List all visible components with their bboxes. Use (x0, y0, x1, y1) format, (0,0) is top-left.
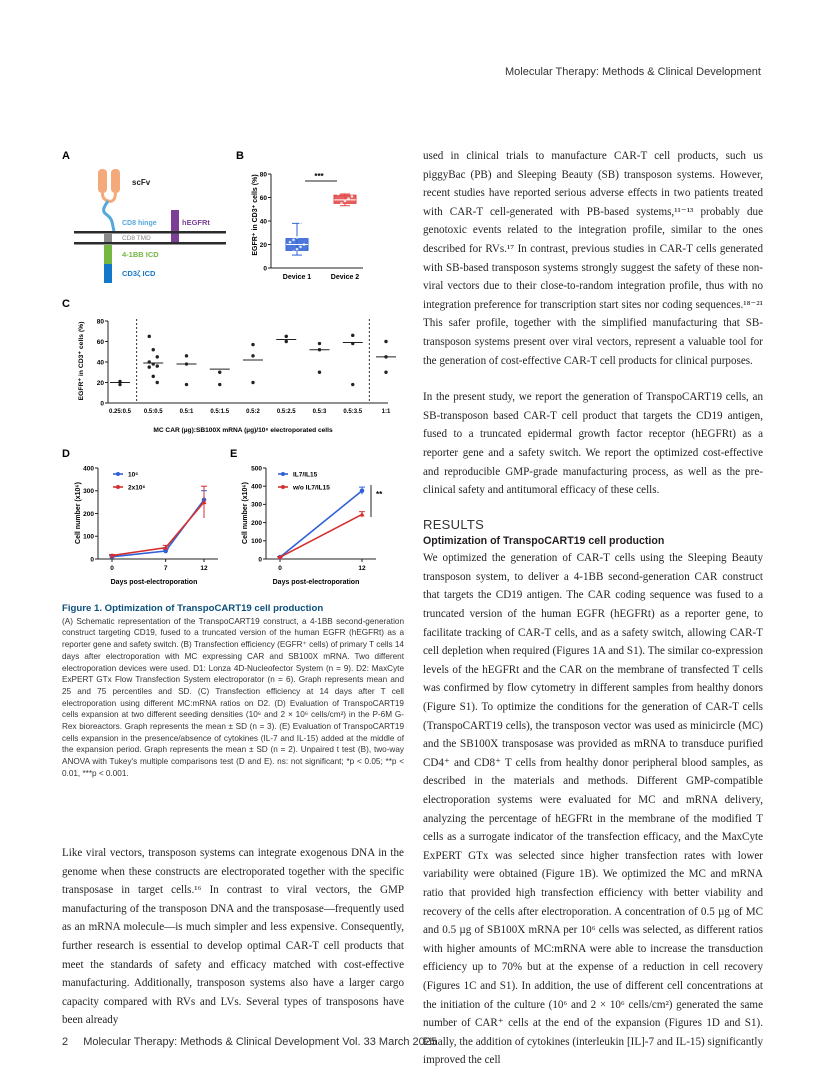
panel-b-y-tick-label-1: 20 (259, 241, 267, 249)
panel-letter-b: B (236, 150, 244, 162)
panel-c-point-1-2 (156, 355, 159, 358)
panel-b-point-1-4 (351, 195, 354, 198)
panel-c-point-1-3 (148, 360, 151, 363)
panel-e-series-line-1 (280, 514, 362, 557)
figure-1 (58, 145, 408, 600)
panel-e-y-tick-label-1: 100 (251, 538, 262, 546)
cd8-tmd-label: CD8 TMD (122, 235, 151, 242)
panel-d-series-line-1 (112, 502, 204, 555)
panel-e-legend-label-1: w/o IL7/IL15 (293, 484, 330, 492)
panel-b-y-tick-label-4: 80 (259, 171, 267, 179)
scfv-label: scFv (132, 178, 151, 187)
panel-d-y-tick-label-4: 400 (83, 465, 94, 473)
panel-d-y-tick-label-1: 100 (83, 533, 94, 541)
panel-c-x-tick-label-7: 0.5:3.5 (343, 409, 363, 415)
panel-c-y-tick-label-3: 60 (96, 338, 104, 346)
panel-b-significance: *** (314, 172, 324, 181)
scfv-domain-2 (111, 169, 120, 193)
panel-e-point-1-1 (359, 512, 364, 517)
cd3z-domain (104, 264, 112, 283)
right-column (423, 147, 763, 1070)
panel-e-y-tick-label-2: 200 (251, 519, 262, 527)
panel-d-y-tick-label-3: 300 (83, 488, 94, 496)
panel-d-x-tick-label-2: 12 (200, 565, 208, 572)
panel-e-significance: ** (376, 490, 383, 499)
caption-title: Figure 1. Optimization of TranspoCART19 cell production (62, 603, 324, 614)
panel-c-point-1-5 (156, 364, 159, 367)
panel-b-point-0-8 (299, 222, 302, 225)
panel-c-point-2-1 (185, 362, 188, 365)
4-1bb-domain (104, 245, 112, 264)
panel-a-construct (74, 169, 226, 283)
panel-c-x-tick-label-5: 0.5:2.5 (276, 409, 296, 415)
right-paragraph-3: We optimized the generation of CAR-T cells using the Sleeping Beauty transposon system, to deliver a 4-1BB second-generation CAR construct that targets the CD19 antigen. The CAR coding sequence was fused to a truncated version of the human EGFR (hEGFRt) as a reporter gene, to facilitate tracking of CAR-T cells, and as a safety switch, allowing CAR-T cell depletion when required (Figures 1A and S1). The similar co-expression levels of the hEGFRt and the CAR on the membrane of transfected T cells was confirmed by flow cytometry in different samples from healthy donors (Figure S1). To optimize the conditions for the generation of CAR-T cells (TranspoCART19 cells), the transposon vector was used as minicircle (MC) and the SB100X transposase was provided as mRNA to transduce purified CD4⁺ and CD8⁺ T cells from healthy donor peripheral blood samples, as described in the materials and methods. Different GMP-compatible electroporation systems were evaluated for MC and mRNA delivery, analyzing the percentage of hEGFRt in the membrane of the modified T cells as a surrogate indicator of the transfection efficacy, and the MaxCyte ExPERT GTx was selected since higher transfection rates with lower variability were obtained (Figure 1B). We optimized the MC and mRNA ratio that provided high transfection efficiency with better viability and recovery of the cells after electroporation. A concentration of 0.5 µg of MC and 0.5 µg of SB100X mRNA per 10⁶ cells was selected, as different ratios with higher amounts of MC:mRNA were able to increase the transduction efficiency up to 70% but at the expense of a reduction in cell recovery (Figures 1C and S1). In addition, the use of different cell concentrations at the initiation of the culture (10⁶ and 2 × 10⁶ cells/cm²) generated the same number of CAR⁺ cells at the end of the expansion (Figures 1D and S1). Finally, the addition of cytokines (interleukin [IL]-7 and IL-15) significantly improved the cell (423, 552, 763, 1067)
panel-letter-a: A (62, 150, 70, 162)
panel-c-point-7-0 (351, 334, 354, 337)
panel-c-point-7-1 (351, 342, 354, 345)
cell-membrane-top (74, 231, 226, 234)
panel-c-point-1-6 (148, 365, 151, 368)
panel-c-point-1-0 (148, 335, 151, 338)
panel-b-point-1-3 (347, 197, 350, 200)
panel-c-ylabel: EGFR⁺ in CD3⁺ cells (%) (78, 321, 85, 401)
panel-d-x-tick-label-1: 7 (163, 565, 168, 572)
panel-e-y-tick-label-3: 300 (251, 501, 262, 509)
4-1bb-label: 4-1BB ICD (122, 250, 159, 259)
left-paragraph-1: Like viral vectors, transposon systems can integrate exogenous DNA in the genome when these constructs are electroporated together with the specific transposase in target cells.¹⁶ In contrast to viral vectors, the GMP manufacturing of the transposon DNA and the transposase—frequently used as an mRNA molecule—is much simpler and less expensive. Consequently, further research is essential to develop optimal CAR-T cell products that meet the standards of safety and efficacy matched with cost-effective manufacturing. Additionally, transposon systems also have a larger cargo capacity compared with RVs and LVs. Several types of transposons have been already (62, 847, 404, 1027)
panel-c-point-8-0 (384, 340, 387, 343)
panel-c-point-1-1 (152, 348, 155, 351)
panel-c-y-tick-label-0: 0 (100, 400, 104, 408)
panel-c-y-tick-label-2: 40 (96, 359, 104, 367)
panel-d-legend-label-1: 2x10⁶ (128, 484, 146, 492)
panel-d-ylabel: Cell number (x10⁶) (75, 482, 82, 544)
panel-d-y-tick-label-0: 0 (90, 556, 94, 564)
right-paragraph-2: In the present study, we report the generation of TranspoCART19 cells, an SB-transposon based CAR-T cell product that targets the CD19 antigen, fused to a truncated epidermal growth factor receptor (hEGFRt) as a reporter gene and a safety switch. We report the optimized cost-effective and reproducible GMP-grade manufacturing process, as well as the pre-clinical safety and antitumoral efficacy of these cells. (423, 391, 763, 497)
panel-b-point-1-2 (344, 200, 347, 203)
panel-letter-c: C (62, 298, 70, 310)
panel-c-point-2-2 (185, 383, 188, 386)
panel-c-y-tick-label-1: 20 (96, 379, 104, 387)
panel-b-chart (252, 171, 363, 281)
panel-c-point-1-4 (152, 362, 155, 365)
panel-b-y-tick-label-3: 60 (259, 194, 267, 202)
panel-c-point-4-0 (251, 343, 254, 346)
panel-b-point-0-5 (289, 241, 292, 244)
panel-d-xlabel: Days post-electroporation (110, 579, 198, 586)
panel-e-x-tick-label-1: 12 (358, 565, 366, 572)
panel-b-x-tick-label-1: Device 2 (330, 274, 360, 281)
panel-e-legend-marker-0 (281, 472, 285, 476)
panel-b-point-1-0 (337, 204, 340, 207)
panel-c-point-5-0 (285, 335, 288, 338)
panel-e-legend-marker-1 (281, 485, 285, 489)
panel-e-y-tick-label-0: 0 (258, 556, 262, 564)
panel-b-y-tick-label-2: 40 (259, 218, 267, 226)
panel-letter-d: D (62, 448, 70, 460)
cd8-hinge (104, 201, 114, 231)
panel-c-point-2-0 (185, 354, 188, 357)
journal-header: Molecular Therapy: Methods & Clinical Development (505, 66, 761, 78)
panel-c-point-6-0 (318, 342, 321, 345)
panel-c-point-7-2 (351, 383, 354, 386)
panel-b-point-0-1 (292, 250, 295, 253)
panel-c-y-tick-label-4: 80 (96, 318, 104, 326)
panel-b-point-0-6 (292, 239, 295, 242)
panel-c-xlabel: MC CAR (µg):SB100X mRNA (µg)/10⁶ electroporated cells (153, 427, 333, 434)
panel-c-x-tick-label-8: 1:1 (381, 409, 391, 415)
panel-c-x-tick-label-1: 0.5:0.5 (143, 409, 163, 415)
panel-c-point-3-0 (218, 371, 221, 374)
panel-c-point-0-0 (118, 383, 121, 386)
hegfrt-label: hEGFRt (182, 218, 210, 227)
panel-c-point-0-1 (118, 380, 121, 383)
panel-b-point-0-0 (289, 254, 292, 257)
footer-journal: Molecular Therapy: Methods & Clinical Development Vol. 33 March 2025 (83, 1036, 437, 1048)
panel-e-y-tick-label-5: 500 (251, 465, 262, 473)
hegfrt-domain (171, 210, 179, 244)
panel-d-legend-marker-0 (116, 472, 120, 476)
panel-c-point-1-8 (156, 381, 159, 384)
panel-e-x-tick-label-0: 0 (278, 565, 282, 572)
scfv-domain-1 (98, 169, 107, 193)
panel-e-xlabel: Days post-electroporation (272, 579, 360, 586)
panel-b-point-0-3 (299, 246, 302, 249)
panel-c-point-6-1 (318, 348, 321, 351)
left-column (62, 844, 404, 1030)
panel-d-legend-label-0: 10⁶ (128, 471, 139, 479)
cell-membrane-bottom (74, 242, 226, 245)
panel-letter-e: E (230, 448, 238, 460)
panel-e-legend-label-0: IL7/IL15 (293, 471, 318, 479)
panel-c-x-tick-label-2: 0.5:1 (179, 409, 194, 415)
panel-b-ylabel: EGFR⁺ in CD3⁺ cells (%) (252, 174, 259, 256)
page-number: 2 (62, 1036, 69, 1048)
panel-e-chart (242, 465, 383, 586)
panel-e-ylabel: Cell number (x10⁶) (242, 482, 249, 544)
results-subheading: Optimization of TranspoCART19 cell production (423, 535, 665, 548)
caption-body: (A) Schematic representation of the TranspoCART19 construct, a 4-1BB second-generation construct targeting CD19, fused to a truncated version of the human EGFR (hEGFRt) as a reporter gene and safety switch. (B) Transfection efficiency (EGFR⁺ cells) of primary T cells 14 days after electroporation with MC expressing CAR and SB100X mRNA. Two different electroporation devices were used. D1: Lonza 4D-Nucleofector System (n = 9). D2: MaxCyte ExPERT GTx Flow Transfection System electroporator (n = 6). Graph represents mean and 25 and 75 percentiles and SD. (C) Transfection efficiency at 14 days after T cell electroporation using different MC:mRNA ratios on D2. (D) Evaluation of TranspoCART19 cells expansion at two different seeding densities (10⁶ and 2 × 10⁶ cells/cm²) in the P-6M G-Rex bioreactors. Graph represents the mean ± SD (n = 3). (E) Evaluation of TranspoCART19 cells expansion in the presence/absence of cytokines (IL-7 and IL-15) added at the middle of the expansion period. Graph represents the mean ± SD (n = 2). Unpaired t test (B), two-way ANOVA with Tukey's multiple comparisons test (D and E). ns: not significant; *p < 0.05; **p < 0.01, ***p < 0.001. (62, 616, 404, 778)
panel-c-x-tick-label-4: 0.5:2 (246, 409, 260, 415)
panel-c-point-8-2 (384, 371, 387, 374)
panel-c-point-3-1 (218, 383, 221, 386)
cd3z-label: CD3ζ ICD (122, 269, 156, 278)
panel-b-point-0-2 (296, 248, 299, 251)
panel-b-y-tick-label-0: 0 (263, 265, 267, 273)
panel-b-point-1-1 (340, 202, 343, 205)
panel-c-point-5-1 (285, 340, 288, 343)
panel-e-point-0-1 (360, 488, 365, 493)
panel-d-legend-marker-1 (116, 485, 120, 489)
panel-b-x-tick-label-0: Device 1 (282, 274, 312, 281)
cd8-hinge-label: CD8 hinge (122, 220, 157, 227)
figure-caption (62, 603, 404, 780)
panel-b-point-0-4 (303, 243, 306, 246)
panel-c-point-4-1 (251, 354, 254, 357)
right-paragraph-1: used in clinical trials to manufacture CAR-T cell products, such us piggyBac (PB) and Sleeping Beauty (SB) transposon systems. However, recent studies have reported serious adverse effects in two patients treated with CAR-T cell-generated with PB-based systems,¹¹⁻¹³ probably due genotoxic events related to the integration profile, similar to the ones described for RVs.¹⁷ In contrast, previous studies in CAR-T cells generated with SB-based transposon systems strongly suggest the safety of these non-viral vectors due to their close-to-random integration profile, thus with no integration preference for transcription start sites nor coding sequences.¹⁸⁻²¹ This safer profile, together with the simplified manufacturing that SB-transposon systems present over viral vectors, represent a valuable tool for the generation of cost-effective CAR-T cell products for clinical purposes. (423, 150, 763, 367)
panel-c-point-4-2 (251, 381, 254, 384)
panel-e-series-line-0 (280, 491, 362, 557)
panel-c-x-tick-label-0: 0.25:0.5 (108, 409, 132, 415)
panel-d-x-tick-label-0: 0 (110, 565, 114, 572)
page-footer (62, 1036, 437, 1048)
scfv-linker (102, 193, 115, 201)
panel-d-y-tick-label-2: 200 (83, 510, 94, 518)
panel-c-point-8-1 (384, 355, 387, 358)
cd8-tmd (104, 233, 112, 242)
panel-d-chart (75, 465, 218, 586)
panel-b-point-0-7 (296, 236, 299, 239)
panel-c-x-tick-label-6: 0.5:3 (312, 409, 327, 415)
results-heading: RESULTS (423, 516, 485, 532)
panel-b-point-1-5 (337, 193, 340, 196)
panel-e-y-tick-label-4: 400 (251, 483, 262, 491)
panel-c-point-6-2 (318, 371, 321, 374)
panel-c-x-tick-label-3: 0.5:1.5 (210, 409, 230, 415)
panel-c-chart (78, 318, 396, 434)
panel-c-point-1-7 (152, 375, 155, 378)
